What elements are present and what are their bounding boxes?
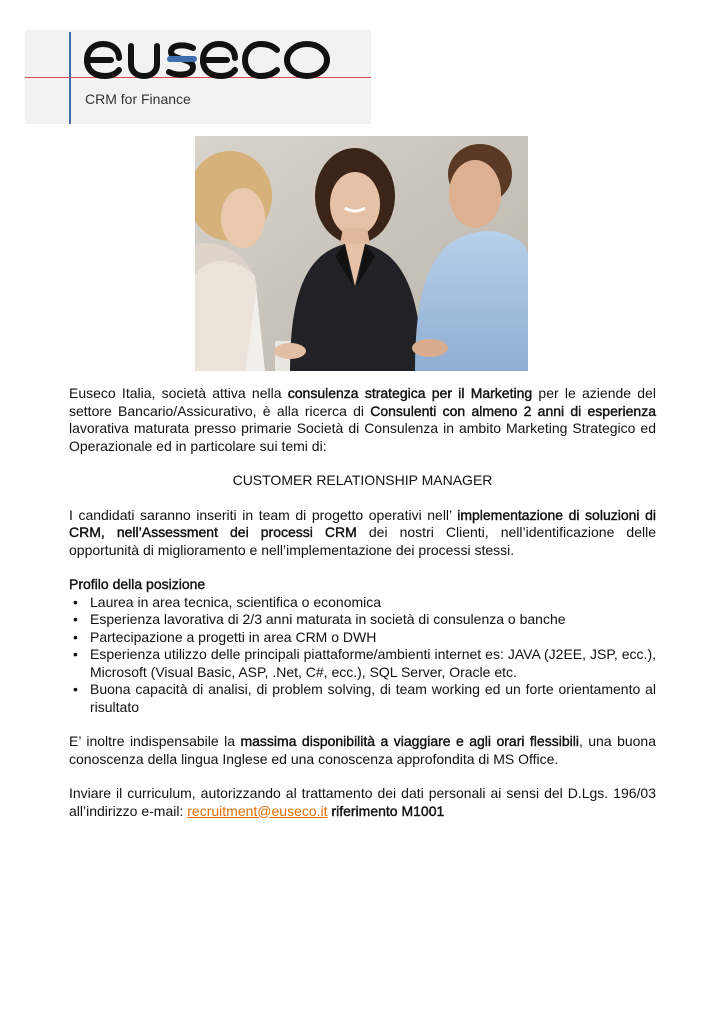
apply-paragraph (69, 785, 656, 820)
candidates-paragraph (69, 507, 656, 560)
list-item: • Partecipazione a progetti in area CRM o DWH (69, 629, 656, 647)
intro-bold-2: Consulenti con almeno 2 anni di esperienza (370, 402, 656, 419)
availability-text-1: E’ inoltre indispensabile la (69, 733, 241, 749)
availability-paragraph (69, 733, 656, 768)
header-tagline: CRM for Finance (85, 91, 191, 107)
list-item: • Esperienza utilizzo delle principali piattaforme/ambienti internet es: JAVA (J2EE, JSP, ecc.), Microsoft (Visual Basic, ASP, .Net, C#, ecc.), SQL Server, Oracle etc. (69, 646, 656, 681)
profile-heading-text: Profilo della posizione (69, 576, 206, 592)
candidates-text-2: dei nostri Clienti, nell’identificazione delle opportunità di miglioramento e nell’implementazione dei processi stessi. (69, 524, 656, 558)
euseco-logo (81, 38, 351, 82)
company-header (25, 30, 371, 124)
job-title: CUSTOMER RELATIONSHIP MANAGER (232, 472, 493, 488)
candidates-bold-1: implementazione di soluzioni di CRM, nell’Assessment dei processi CRM (69, 506, 656, 540)
apply-text-1: Inviare il curriculum, autorizzando al trattamento dei dati personali ai sensi del D.Lgs. 196/03 all’indirizzo e-mail: (69, 785, 656, 819)
recruitment-email-link[interactable]: recruitment@euseco.it (187, 802, 328, 819)
list-item: • Buona capacità di analisi, di problem solving, di team working ed un forte orientamento al risultato (69, 681, 656, 716)
business-meeting-photo (195, 136, 528, 371)
list-item: • Laurea in area tecnica, scientifica o economica (69, 594, 656, 612)
intro-text-3: lavorativa maturata presso primarie Società di Consulenza in ambito Marketing Strategico ed Operazionale ed in particolare sui temi di: (69, 420, 656, 454)
intro-text-2: per le aziende del settore Bancario/Assicurativo, è alla ricerca di (69, 385, 656, 419)
intro-bold-1: consulenza strategica per il Marketing (287, 385, 533, 401)
profile-heading (69, 576, 656, 594)
availability-bold-1: massima disponibilità a viaggiare e agli orari flessibili (240, 733, 579, 749)
profile-list (69, 594, 656, 717)
intro-paragraph (69, 385, 656, 455)
header-vertical-rule (69, 32, 71, 124)
availability-text-2: , una buona conoscenza della lingua Inglese ed una conoscenza approfondita di MS Office. (69, 733, 657, 767)
apply-reference: riferimento M1001 (327, 802, 445, 819)
candidates-text-1: I candidati saranno inseriti in team di progetto operativi nell’ (69, 506, 458, 523)
job-posting-body (69, 385, 656, 820)
list-item: • Esperienza lavorativa di 2/3 anni maturata in società di consulenza o banche (69, 611, 656, 629)
intro-text-1: Euseco Italia, società attiva nella (69, 385, 288, 401)
